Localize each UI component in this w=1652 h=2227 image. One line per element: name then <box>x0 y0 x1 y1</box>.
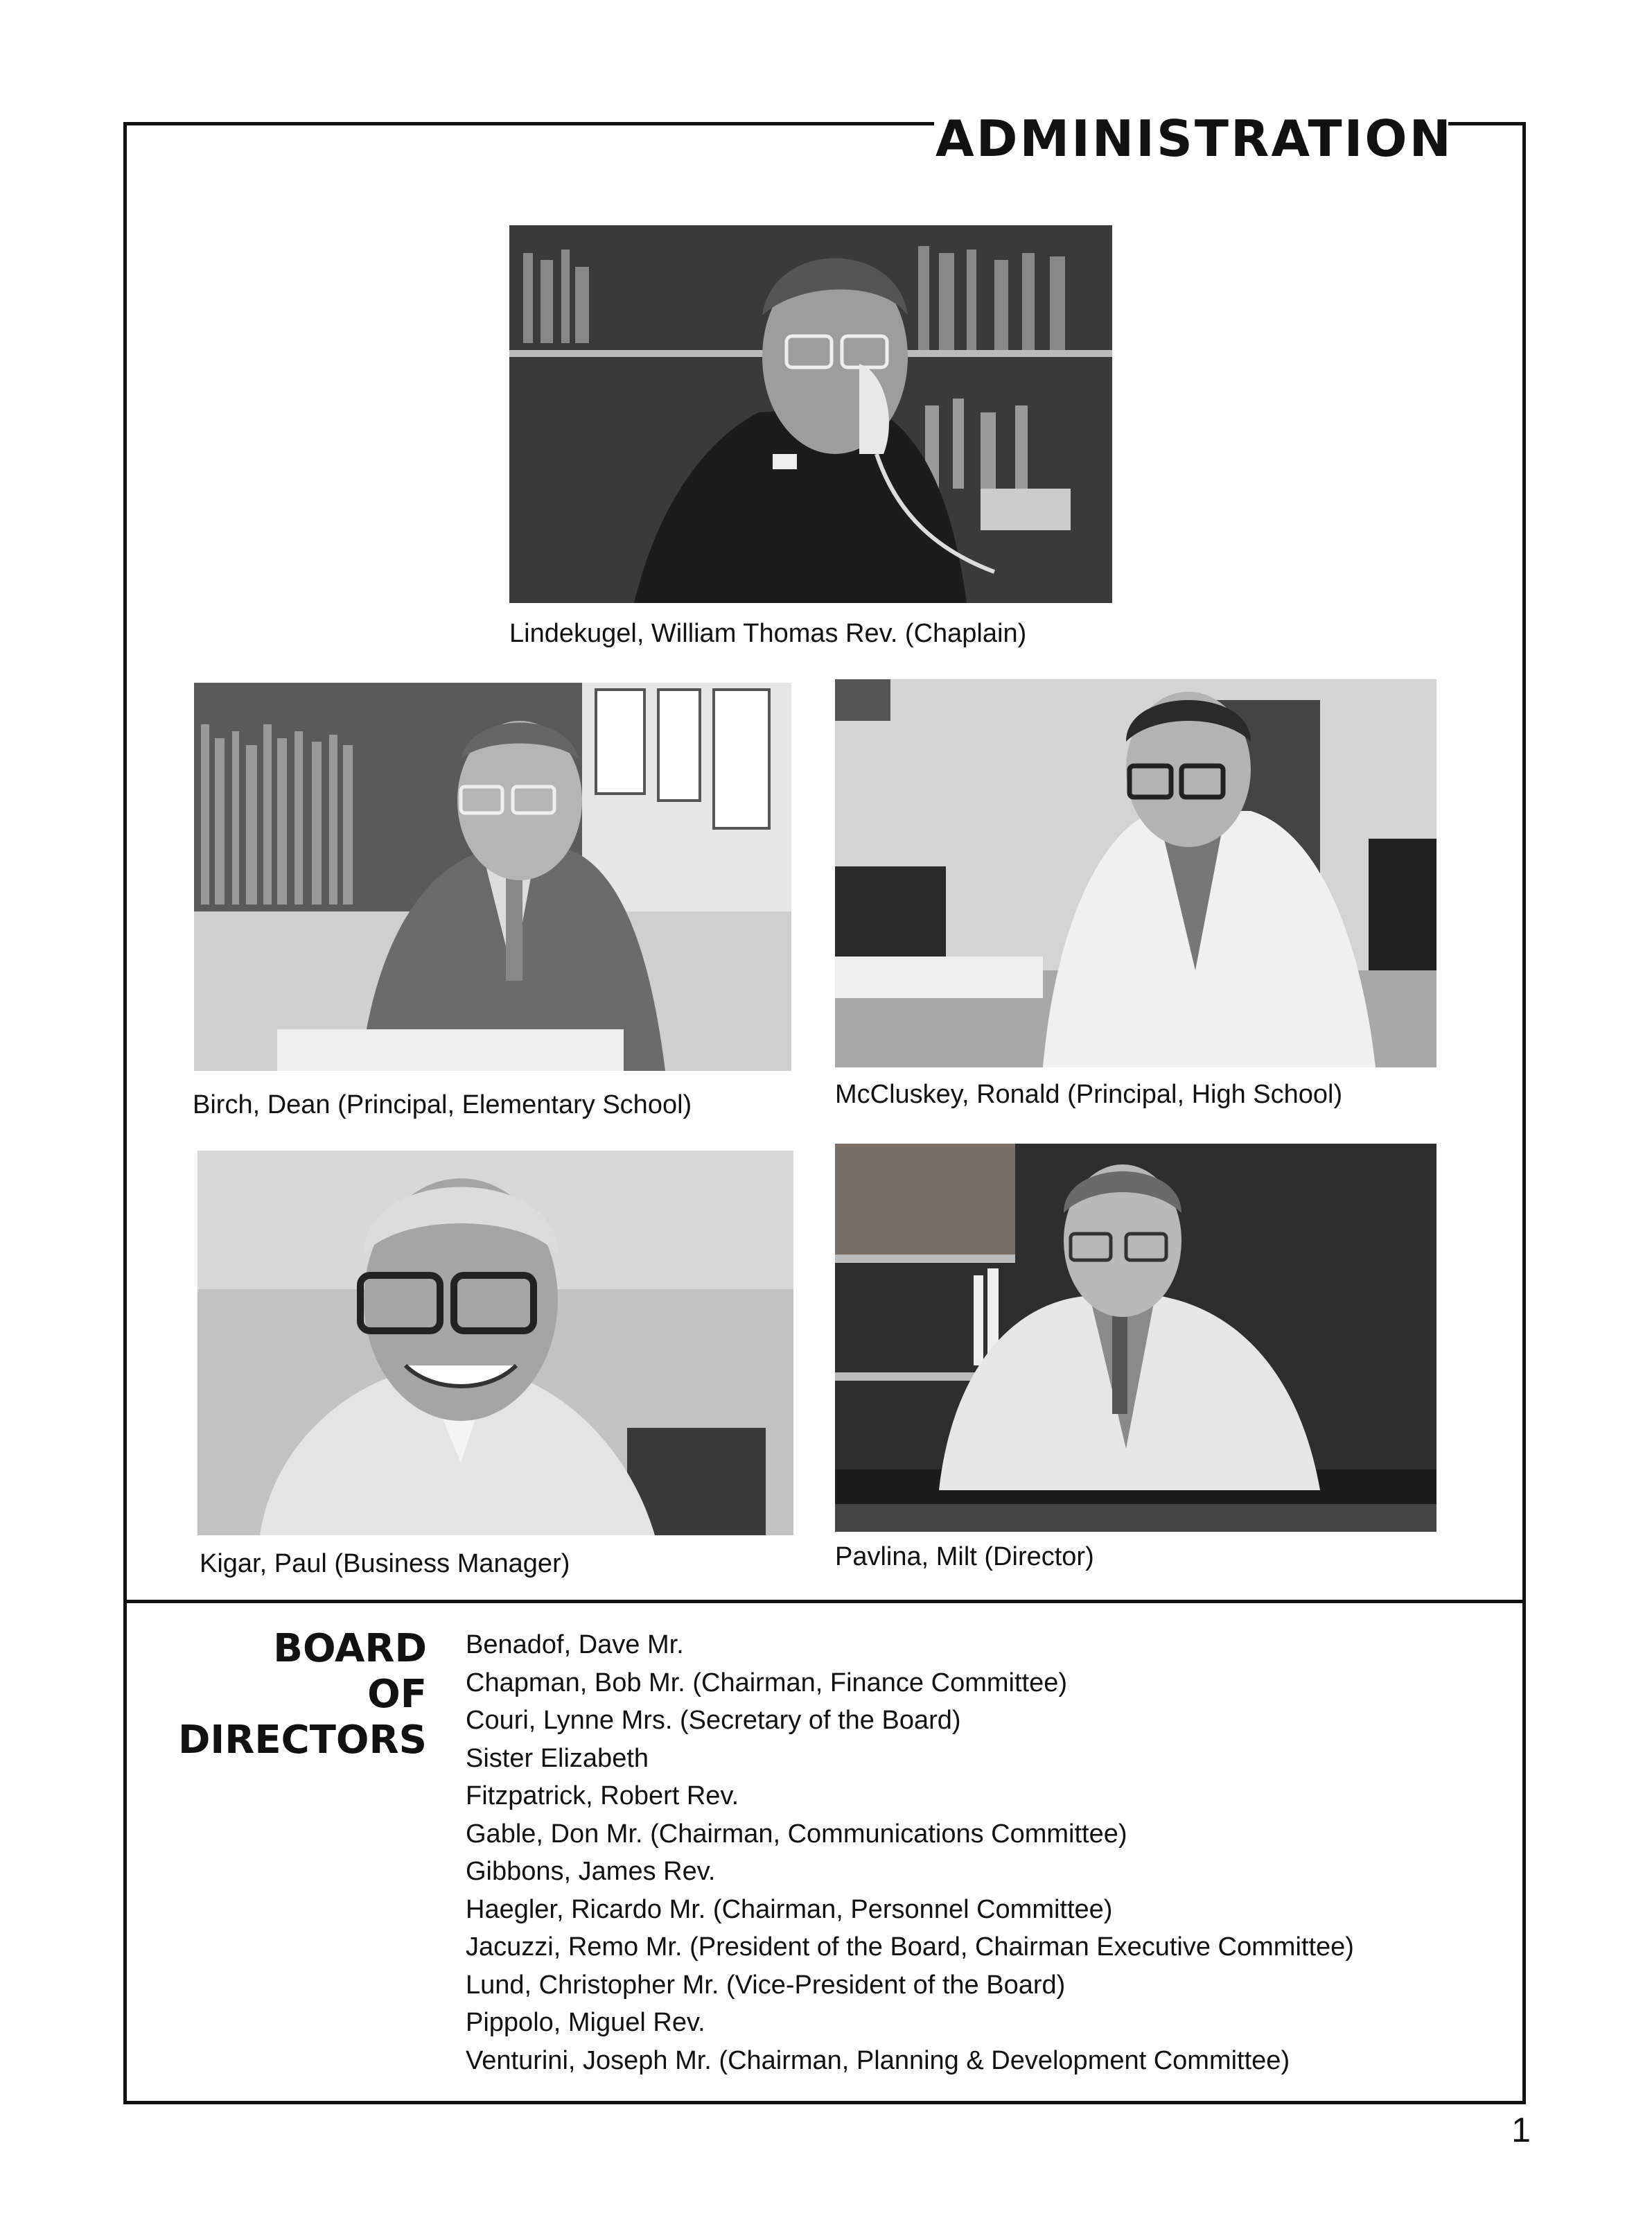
board-member: Fitzpatrick, Robert Rev. <box>466 1781 739 1810</box>
photo-chaplain <box>509 225 1112 603</box>
frame-divider <box>123 1600 1526 1603</box>
board-member: Lund, Christopher Mr. (Vice-President of the Board) <box>466 1970 1066 2000</box>
photo-kigar <box>197 1151 793 1535</box>
board-member: Couri, Lynne Mrs. (Secretary of the Board) <box>466 1706 961 1735</box>
board-member: Haegler, Ricardo Mr. (Chairman, Personnel Committee) <box>466 1894 1113 1924</box>
caption-pavlina: Pavlina, Milt (Director) <box>835 1542 1094 1571</box>
board-member: Pippolo, Miguel Rev. <box>466 2008 705 2037</box>
photo-pavlina <box>835 1144 1436 1532</box>
frame-border-bottom <box>123 2101 1526 2104</box>
board-members-list <box>466 1626 1505 2079</box>
board-member: Chapman, Bob Mr. (Chairman, Finance Committee) <box>466 1668 1067 1697</box>
board-title-line: OF <box>367 1672 427 1717</box>
caption-mccluskey: McCluskey, Ronald (Principal, High School) <box>835 1080 1343 1109</box>
photo-mccluskey <box>835 679 1436 1067</box>
frame-border-right <box>1522 122 1526 2104</box>
board-title-line: DIRECTORS <box>177 1718 427 1763</box>
board-member: Sister Elizabeth <box>466 1743 649 1773</box>
board-member: Gibbons, James Rev. <box>466 1857 716 1886</box>
caption-birch: Birch, Dean (Principal, Elementary School) <box>193 1090 692 1119</box>
board-title-line: BOARD <box>273 1626 427 1671</box>
frame-border-top-left <box>123 122 934 125</box>
frame-border-top-right <box>1448 122 1526 125</box>
board-member: Venturini, Joseph Mr. (Chairman, Planning & Development Committee) <box>466 2045 1290 2075</box>
caption-chaplain: Lindekugel, William Thomas Rev. (Chaplain) <box>509 619 1027 648</box>
page-title: ADMINISTRATION <box>935 110 1453 168</box>
board-member: Jacuzzi, Remo Mr. (President of the Board, Chairman Executive Committee) <box>466 1932 1354 1962</box>
page-number: 1 <box>1511 2111 1531 2149</box>
photo-birch <box>194 683 791 1071</box>
caption-kigar: Kigar, Paul (Business Manager) <box>200 1549 570 1578</box>
frame-border-left <box>123 122 127 2104</box>
board-title <box>173 1626 427 1763</box>
board-member: Benadof, Dave Mr. <box>466 1630 684 1659</box>
board-member: Gable, Don Mr. (Chairman, Communications Committee) <box>466 1819 1127 1849</box>
